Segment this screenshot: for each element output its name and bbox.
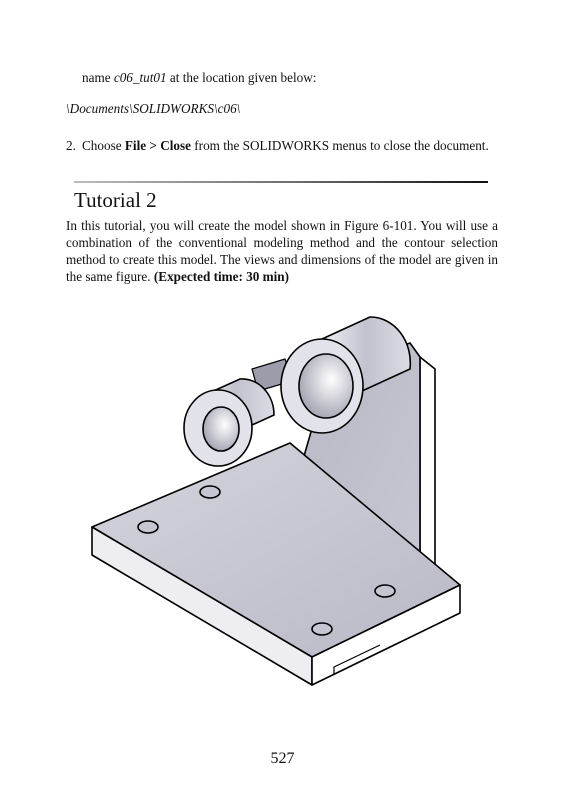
continuation-suffix: at the location given below: <box>166 70 317 85</box>
continuation-prefix: name <box>82 70 114 85</box>
tutorial-heading: Tutorial 2 <box>74 188 157 212</box>
filename: c06_tut01 <box>113 70 167 85</box>
intro-paragraph <box>66 217 498 285</box>
intro-text: In this tutorial, you will create the model shown in Figure 6-101. You will use a combination of the conventional modeling method and the contour selection method to create this model. The views and dimensions of the model are given in the same figure. <box>66 218 498 284</box>
file-path: \Documents\SOLIDWORKS\c06\ <box>66 101 241 116</box>
menu-command: File > Close <box>124 138 191 153</box>
continuation-line <box>82 69 502 86</box>
section-divider <box>74 181 488 183</box>
page-number: 527 <box>270 750 295 767</box>
step-text-pre: Choose <box>82 138 125 153</box>
bracket-model-illustration <box>80 295 480 715</box>
expected-time: (Expected time: 30 min) <box>153 269 290 284</box>
step-2 <box>66 137 498 154</box>
step-text-post: from the SOLIDWORKS menus to close the document. <box>190 138 489 153</box>
step-text <box>82 137 498 154</box>
step-number: 2. <box>66 138 76 153</box>
